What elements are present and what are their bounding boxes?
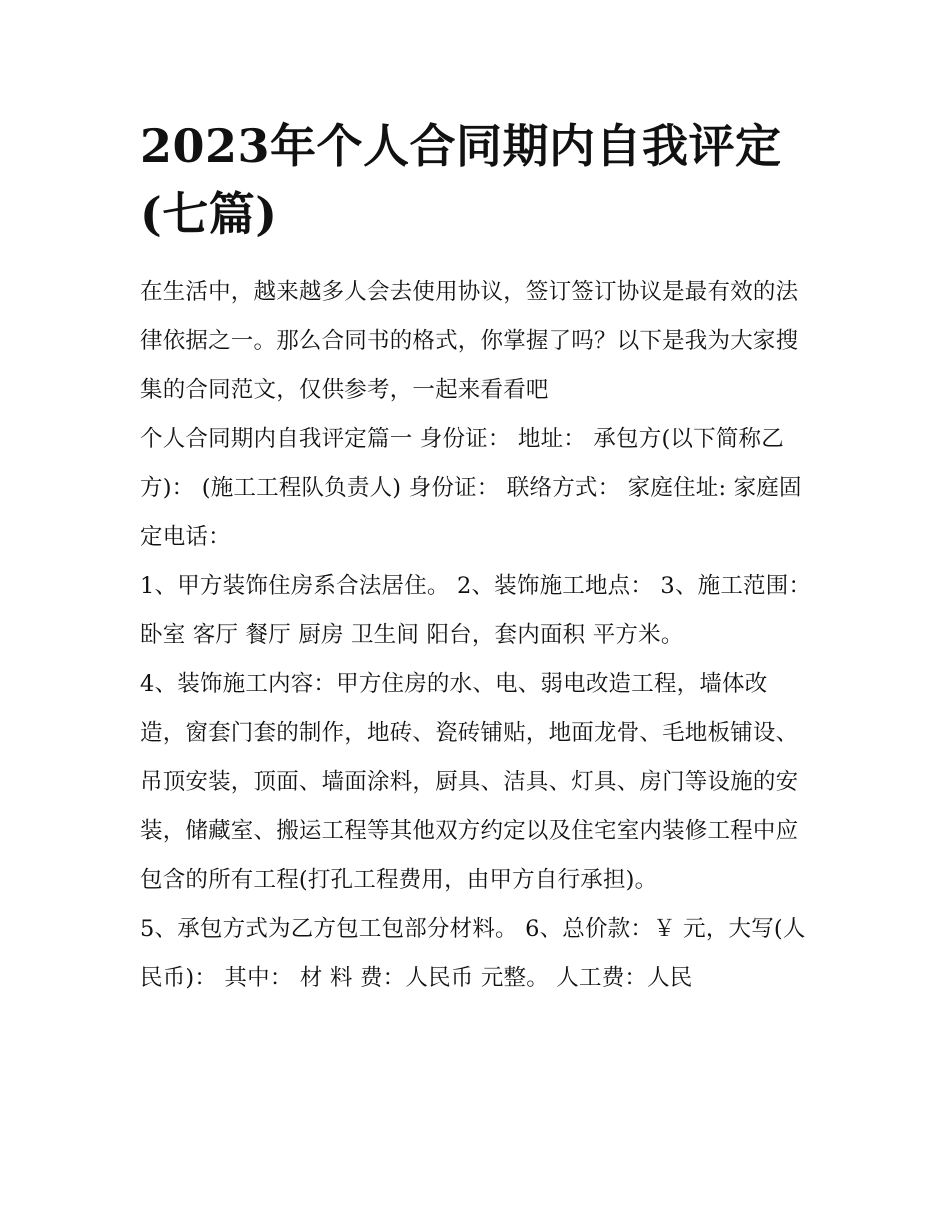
clause-1-3-paragraph: 1、甲方装饰住房系合法居住。 2、装饰施工地点： 3、施工范围： 卧室 客厅 餐厅 厨房 卫生间 阳台，套内面积 平方米。 — [140, 573, 812, 648]
document-body — [140, 268, 812, 1003]
clause-5-6-paragraph: 5、承包方式为乙方包工包部分材料。 6、总价款：￥ 元，大写(人民币)： 其中： 材 料 费：人民币 元整。 人工费：人民 — [140, 916, 806, 991]
intro-paragraph: 在生活中，越来越多人会去使用协议，签订签订协议是最有效的法律依据之一。那么合同书的格式，你掌握了吗？以下是我为大家搜集的合同范文，仅供参考，一起来看看吧 — [140, 279, 799, 403]
document-page — [140, 112, 812, 1003]
document-title: 2023年个人合同期内自我评定(七篇) — [140, 119, 782, 241]
party-info-paragraph: 个人合同期内自我评定篇一 身份证： 地址： 承包方(以下简称乙方)： (施工工程队负责人) 身份证： 联络方式： 家庭住址: 家庭固定电话： — [140, 426, 802, 550]
clause-4-paragraph: 4、装饰施工内容：甲方住房的水、电、弱电改造工程，墙体改造，窗套门套的制作，地砖、瓷砖铺贴，地面龙骨、毛地板铺设、吊顶安装，顶面、墙面涂料，厨具、洁具、灯具、房门等设施的安装，储藏室、搬运工程等其他双方约定以及住宅室内装修工程中应包含的所有工程(打孔工程费用，由甲方自行承担)。 — [140, 671, 799, 893]
